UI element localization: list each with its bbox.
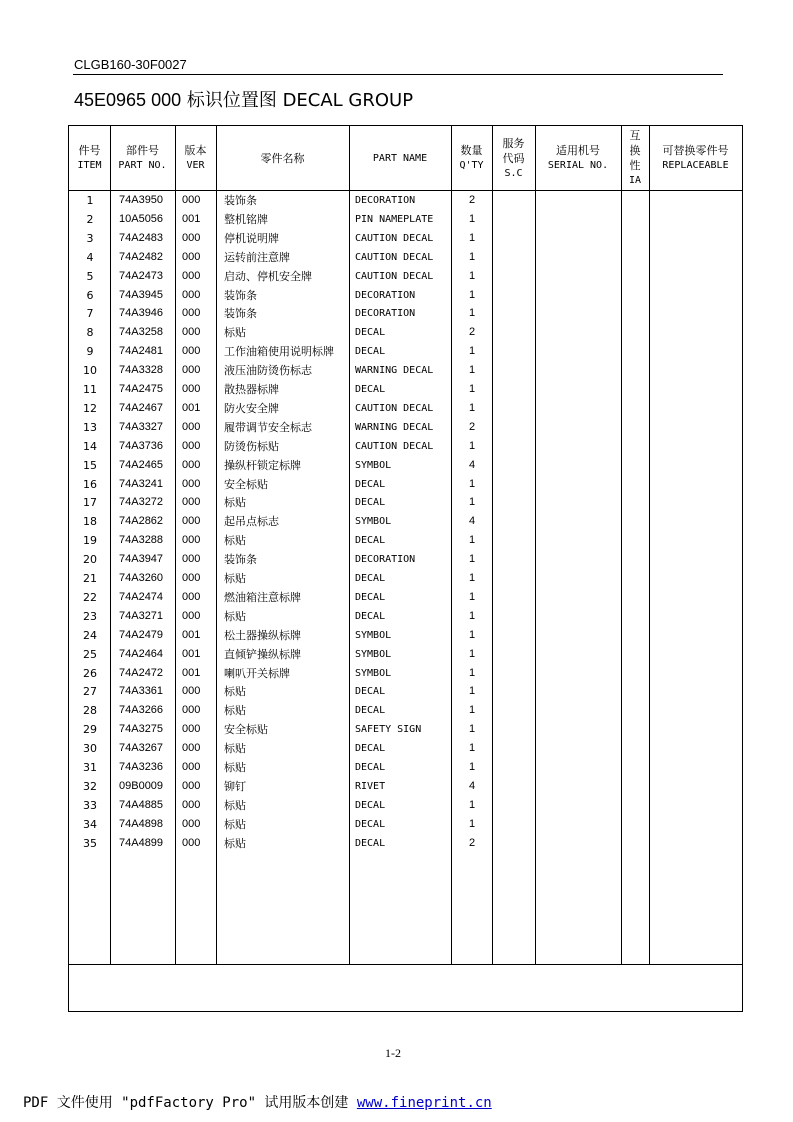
part-name-zh: 标贴: [224, 798, 246, 812]
quantity: 1: [468, 288, 476, 301]
column-header: [535, 126, 621, 190]
column-header-en: Q'TY: [459, 160, 484, 171]
quantity: 1: [468, 553, 476, 566]
version: 000: [182, 458, 201, 471]
part-name-zh: 履带调节安全标志: [224, 420, 312, 434]
part-number: 74A2467: [119, 401, 164, 414]
document-code: CLGB160-30F0027: [74, 57, 187, 72]
part-name-en: DECAL: [355, 705, 386, 717]
part-name-en: DECAL: [355, 743, 386, 755]
part-name-en: SAFETY SIGN: [355, 724, 422, 736]
part-name-en: SYMBOL: [355, 516, 392, 528]
version: 000: [182, 307, 201, 320]
table-row: [69, 834, 742, 853]
quantity: 1: [468, 439, 476, 452]
part-name-zh: 标贴: [224, 742, 246, 756]
part-number: 74A2472: [119, 666, 164, 679]
quantity: 1: [468, 704, 476, 717]
part-name-en: DECAL: [355, 591, 386, 603]
part-name-en: DECAL: [355, 327, 386, 339]
title-text: 标识位置图 DECAL GROUP: [186, 90, 414, 111]
column-header-en: ITEM: [77, 160, 102, 171]
part-name-en: SYMBOL: [355, 648, 392, 660]
quantity: 2: [468, 326, 476, 339]
table-row: [69, 645, 742, 664]
header-rule: [73, 74, 723, 75]
table-row: [69, 739, 742, 758]
part-name-en: DECAL: [355, 535, 386, 547]
item-number: 6: [86, 288, 94, 302]
item-number: 7: [86, 307, 94, 321]
part-name-en: DECAL: [355, 610, 386, 622]
version: 000: [182, 704, 201, 717]
part-name-zh: 操纵杆锁定标牌: [224, 458, 301, 472]
part-name-zh: 工作油箱使用说明标牌: [224, 345, 334, 359]
parts-table: [68, 125, 743, 1012]
column-header-en: REPLACEABLE: [662, 160, 729, 171]
table-row: [69, 304, 742, 323]
table-row: [69, 777, 742, 796]
part-number: 74A3945: [119, 288, 164, 301]
part-number: 74A3272: [119, 496, 164, 509]
part-name-zh: 装饰条: [224, 307, 257, 321]
part-name-zh: 装饰条: [224, 553, 257, 567]
table-row: [69, 248, 742, 267]
part-number: 74A3950: [119, 194, 164, 206]
item-number: 8: [86, 326, 94, 340]
part-name-en: DECAL: [355, 497, 386, 509]
table-row: [69, 380, 742, 399]
part-name-zh: 标贴: [224, 534, 246, 548]
part-number: 74A3271: [119, 609, 164, 622]
item-number: 20: [83, 553, 97, 567]
part-number: 74A3267: [119, 742, 164, 755]
part-name-zh: 标贴: [224, 609, 246, 623]
part-name-zh: 防烫伤标贴: [224, 439, 279, 453]
footer-text: PDF 文件使用 "pdfFactory Pro" 试用版本创建: [23, 1095, 357, 1111]
table-row: [69, 701, 742, 720]
column-header-zh: 服务 代码: [502, 136, 525, 165]
version: 000: [182, 685, 201, 698]
part-name-en: SYMBOL: [355, 459, 392, 471]
part-name-en: DECAL: [355, 686, 386, 698]
quantity: 4: [468, 458, 476, 471]
page-title: [74, 86, 413, 112]
quantity: 1: [468, 496, 476, 509]
part-name-zh: 装饰条: [224, 288, 257, 302]
part-name-en: DECAL: [355, 384, 386, 395]
item-number: 33: [83, 798, 97, 812]
quantity: 1: [468, 685, 476, 698]
part-number: 74A2475: [119, 383, 164, 395]
column-header-en: PART NAME: [372, 152, 428, 164]
part-name-zh: 标贴: [224, 496, 246, 510]
table-row: [69, 493, 742, 512]
table-row: [69, 191, 742, 210]
quantity: 1: [468, 742, 476, 755]
quantity: 1: [468, 590, 476, 603]
table-row: [69, 210, 742, 229]
part-name-en: DECAL: [355, 346, 386, 358]
version: 000: [182, 572, 201, 584]
item-number: 19: [83, 534, 97, 548]
part-name-zh: 标贴: [224, 685, 246, 699]
quantity: 1: [468, 383, 476, 395]
part-number: 09B0009: [119, 779, 164, 792]
part-name-zh: 直倾铲操纵标牌: [224, 647, 301, 661]
version: 000: [182, 515, 201, 528]
column-header: [175, 126, 216, 190]
part-number: 74A2483: [119, 231, 164, 244]
item-number: 3: [86, 231, 94, 245]
version: 000: [182, 383, 201, 395]
part-number: 74A2482: [119, 250, 164, 263]
part-number: 74A4885: [119, 798, 164, 811]
version: 001: [182, 212, 201, 225]
version: 000: [182, 477, 201, 490]
table-row: [69, 550, 742, 569]
part-name-en: PIN NAMEPLATE: [355, 213, 434, 225]
item-number: 28: [83, 704, 97, 718]
quantity: 1: [468, 666, 476, 679]
item-number: 1: [86, 194, 94, 207]
version: 000: [182, 742, 201, 755]
part-name-zh: 安全标贴: [224, 477, 268, 491]
column-header-zh: 可替换零件号: [662, 144, 729, 157]
version: 000: [182, 269, 201, 282]
part-name-en: DECAL: [355, 799, 386, 811]
item-number: 30: [83, 742, 97, 756]
quantity: 1: [468, 723, 476, 736]
item-number: 29: [83, 723, 97, 737]
table-row: [69, 399, 742, 418]
version: 000: [182, 496, 201, 509]
quantity: 1: [468, 798, 476, 811]
version: 000: [182, 761, 201, 773]
column-header-zh: 部件号: [126, 144, 159, 157]
version: 000: [182, 534, 201, 547]
column-header: [110, 126, 175, 190]
version: 001: [182, 628, 201, 641]
part-name-zh: 运转前注意牌: [224, 250, 290, 264]
pdf-footer: [23, 1092, 492, 1112]
version: 000: [182, 779, 201, 792]
table-row: [69, 815, 742, 834]
table-row: [69, 758, 742, 777]
table-row: [69, 531, 742, 550]
item-number: 15: [83, 458, 97, 472]
item-number: 12: [83, 401, 97, 415]
item-number: 4: [86, 250, 94, 264]
quantity: 4: [468, 779, 476, 792]
quantity: 1: [468, 212, 476, 225]
part-name-en: CAUTION DECAL: [355, 440, 434, 452]
column-header: [349, 126, 451, 190]
part-name-zh: 起吊点标志: [224, 515, 279, 529]
part-name-zh: 标贴: [224, 817, 246, 831]
column-header: [649, 126, 742, 190]
item-number: 10: [83, 364, 97, 378]
part-name-zh: 启动、停机安全牌: [224, 269, 312, 283]
part-name-zh: 装饰条: [224, 194, 257, 207]
column-header-en: IA: [628, 175, 642, 186]
quantity: 2: [468, 194, 476, 206]
item-number: 21: [83, 572, 97, 585]
part-name-zh: 整机铭牌: [224, 212, 268, 226]
part-number: 10A5056: [119, 212, 164, 225]
part-name-zh: 松土器操纵标牌: [224, 628, 301, 642]
version: 000: [182, 250, 201, 263]
quantity: 1: [468, 628, 476, 641]
quantity: 1: [468, 401, 476, 414]
version: 000: [182, 231, 201, 244]
version: 000: [182, 364, 201, 377]
item-number: 14: [83, 439, 97, 453]
part-name-en: CAUTION DECAL: [355, 402, 434, 414]
column-header-zh: 适用机号: [556, 144, 600, 157]
item-number: 34: [83, 817, 97, 831]
item-number: 27: [83, 685, 97, 699]
part-name-en: SYMBOL: [355, 667, 392, 679]
part-number: 74A2473: [119, 269, 164, 282]
part-name-en: DECORATION: [355, 289, 416, 301]
version: 000: [182, 553, 201, 566]
version: 001: [182, 666, 201, 679]
item-number: 23: [83, 609, 97, 623]
quantity: 1: [468, 250, 476, 263]
column-header: [621, 126, 649, 190]
table-row: [69, 342, 742, 361]
table-row: [69, 286, 742, 305]
part-number: 74A2464: [119, 647, 164, 660]
part-number: 74A3361: [119, 685, 164, 698]
part-name-en: SYMBOL: [355, 629, 392, 641]
part-name-zh: 防火安全牌: [224, 401, 279, 415]
part-name-zh: 标贴: [224, 704, 246, 718]
item-number: 26: [83, 666, 97, 680]
column-header: [451, 126, 492, 190]
table-row: [69, 475, 742, 494]
version: 000: [182, 194, 201, 206]
column-header-en: VER: [186, 160, 205, 171]
part-number: 74A3241: [119, 477, 164, 490]
part-name-en: CAUTION DECAL: [355, 251, 434, 263]
part-number: 74A3328: [119, 364, 164, 377]
part-name-zh: 燃油箱注意标牌: [224, 590, 301, 604]
table-row: [69, 720, 742, 739]
part-number: 74A3260: [119, 572, 164, 584]
part-name-zh: 喇叭开关标牌: [224, 666, 290, 680]
version: 000: [182, 798, 201, 811]
part-name-en: WARNING DECAL: [355, 365, 434, 377]
version: 000: [182, 288, 201, 301]
part-name-zh: 液压油防烫伤标志: [224, 364, 312, 378]
version: 001: [182, 647, 201, 660]
item-number: 32: [83, 779, 97, 793]
part-name-en: DECORATION: [355, 195, 416, 206]
table-row: [69, 456, 742, 475]
table-row: [69, 796, 742, 815]
table-row: [69, 626, 742, 645]
version: 000: [182, 836, 201, 849]
version: 000: [182, 609, 201, 622]
part-number: 74A2479: [119, 628, 164, 641]
column-header-zh: 数量: [460, 144, 483, 157]
part-name-en: DECORATION: [355, 554, 416, 566]
table-row: [69, 664, 742, 683]
item-number: 25: [83, 647, 97, 661]
item-number: 35: [83, 836, 97, 850]
version: 000: [182, 439, 201, 452]
item-number: 22: [83, 590, 97, 604]
quantity: 1: [468, 609, 476, 622]
part-name-zh: 铆钉: [224, 779, 246, 793]
part-name-zh: 标贴: [224, 572, 246, 585]
column-header-zh: 件号: [78, 144, 101, 157]
version: 000: [182, 590, 201, 603]
item-number: 9: [86, 345, 94, 359]
part-number: 74A3947: [119, 553, 164, 566]
part-number: 74A3266: [119, 704, 164, 717]
item-number: 31: [83, 761, 97, 774]
part-name-en: CAUTION DECAL: [355, 232, 434, 244]
part-number: 74A3288: [119, 534, 164, 547]
column-header-zh: 版本: [184, 144, 207, 157]
column-header-en: PART NO.: [118, 160, 167, 171]
quantity: 1: [468, 477, 476, 490]
part-name-en: DECAL: [355, 573, 386, 584]
part-name-en: DECAL: [355, 762, 386, 773]
part-number: 74A2481: [119, 345, 164, 358]
part-number: 74A3946: [119, 307, 164, 320]
part-name-zh: 标贴: [224, 326, 246, 340]
quantity: 1: [468, 269, 476, 282]
quantity: 1: [468, 364, 476, 377]
item-number: 2: [86, 212, 94, 226]
table-row: [69, 437, 742, 456]
table-row: [69, 267, 742, 286]
part-name-en: DECAL: [355, 818, 386, 830]
part-name-zh: 标贴: [224, 836, 246, 850]
part-number: 74A3236: [119, 761, 164, 773]
part-number: 74A2474: [119, 590, 164, 603]
table-row: [69, 569, 742, 588]
quantity: 1: [468, 647, 476, 660]
part-name-zh: 标贴: [224, 761, 246, 774]
item-number: 18: [83, 515, 97, 529]
title-code: 45E0965 000: [74, 90, 182, 110]
part-number: 74A3327: [119, 420, 164, 433]
column-header-en: S.C: [504, 167, 523, 179]
part-name-en: WARNING DECAL: [355, 421, 434, 433]
item-number: 17: [83, 496, 97, 510]
quantity: 1: [468, 345, 476, 358]
part-name-en: DECAL: [355, 478, 386, 490]
part-number: 74A2465: [119, 458, 164, 471]
table-row: [69, 682, 742, 701]
part-name-zh: 停机说明牌: [224, 231, 279, 245]
table-row: [69, 512, 742, 531]
column-header: [216, 126, 349, 190]
quantity: 1: [468, 307, 476, 320]
footer-link[interactable]: www.fineprint.cn: [356, 1095, 492, 1111]
version: 000: [182, 420, 201, 433]
part-number: 74A4898: [119, 817, 164, 830]
part-number: 74A3736: [119, 439, 164, 452]
item-number: 11: [83, 383, 97, 396]
item-number: 16: [83, 477, 97, 491]
version: 000: [182, 345, 201, 358]
quantity: 2: [468, 836, 476, 849]
quantity: 1: [468, 572, 476, 584]
table-row: [69, 418, 742, 437]
quantity: 2: [468, 420, 476, 433]
part-name-en: CAUTION DECAL: [355, 270, 434, 282]
part-name-en: DECORATION: [355, 308, 416, 320]
table-row: [69, 323, 742, 342]
quantity: 4: [468, 515, 476, 528]
version: 000: [182, 723, 201, 736]
quantity: 1: [468, 534, 476, 547]
column-header: [492, 126, 535, 190]
column-header-zh: 互 换 性: [629, 129, 641, 172]
page-number: 1-2: [385, 1046, 401, 1060]
table-row: [69, 607, 742, 626]
quantity: 1: [468, 761, 476, 773]
column-header: [69, 126, 110, 190]
part-number: 74A2862: [119, 515, 164, 528]
part-number: 74A4899: [119, 836, 164, 849]
part-name-en: RIVET: [355, 780, 386, 792]
version: 000: [182, 326, 201, 339]
part-name-en: DECAL: [355, 837, 386, 849]
column-header-en: SERIAL NO.: [547, 160, 609, 171]
table-row: [69, 229, 742, 248]
table-row: [69, 588, 742, 607]
item-number: 13: [83, 420, 97, 434]
item-number: 5: [86, 269, 94, 283]
version: 000: [182, 817, 201, 830]
item-number: 24: [83, 628, 97, 642]
version: 001: [182, 401, 201, 414]
part-number: 74A3275: [119, 723, 164, 736]
quantity: 1: [468, 817, 476, 830]
quantity: 1: [468, 231, 476, 244]
part-name-zh: 散热器标牌: [224, 383, 279, 396]
table-row: [69, 361, 742, 380]
part-name-zh: 安全标贴: [224, 723, 268, 737]
part-number: 74A3258: [119, 326, 164, 339]
column-header-zh: 零件名称: [260, 151, 305, 165]
